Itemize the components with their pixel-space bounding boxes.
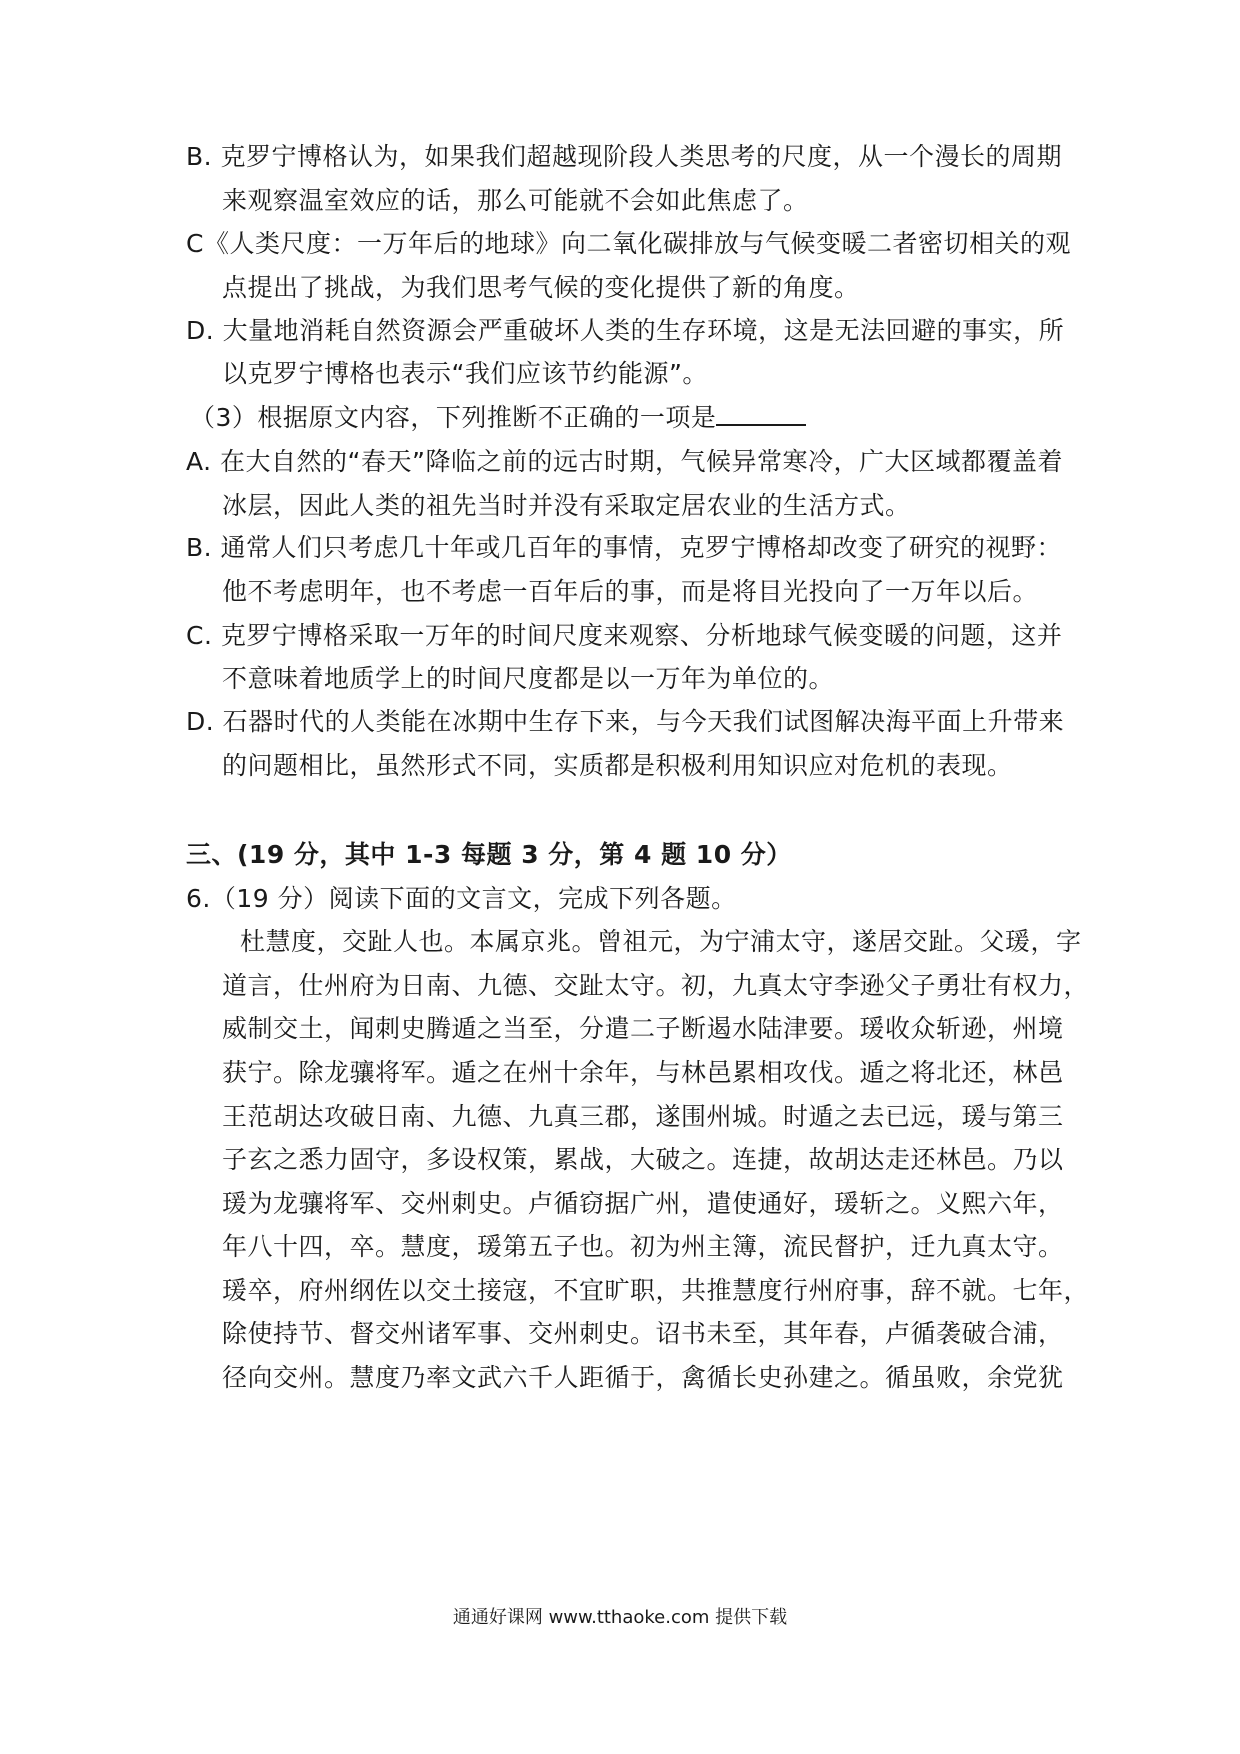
q6-stem: 6.（19 分）阅读下面的文言文，完成下列各题。 [186,884,737,913]
q2-option-c-line1: C《人类尺度：一万年后的地球》向二氧化碳排放与气候变暖二者密切相关的观 [186,229,1071,258]
q3-option-a-line2: 冰层，因此人类的祖先当时并没有采取定居农业的生活方式。 [222,491,911,520]
q2-option-b-line2: 来观察温室效应的话，那么可能就不会如此焦虑了。 [222,186,809,215]
passage-line: 瑗卒，府州纲佐以交土接寇，不宜旷职，共推慧度行州府事，辞不就。七年， [222,1276,1090,1305]
q3-option-d-line1: D. 石器时代的人类能在冰期中生存下来，与今天我们试图解决海平面上升带来 [186,707,1065,736]
passage-line: 瑗为龙骧将军、交州刺史。卢循窃据广州，遣使通好，瑗斩之。义熙六年， [222,1189,1064,1218]
q3-stem: （3）根据原文内容，下列推断不正确的一项是 [190,403,717,432]
page-footer: 通通好课网 www.tthaoke.com 提供下载 [452,1607,788,1628]
q3-option-c-line2: 不意味着地质学上的时间尺度都是以一万年为单位的。 [222,664,835,693]
passage-line: 道言，仕州府为日南、九德、交趾太守。初，九真太守李逊父子勇壮有权力， [222,971,1090,1000]
q3-option-d-line2: 的问题相比，虽然形式不同，实质都是积极利用知识应对危机的表现。 [222,751,1013,780]
passage-line: 子玄之悉力固守，多设权策，累战，大破之。连捷，故胡达走还林邑。乃以 [222,1145,1064,1174]
passage-line: 除使持节、督交州诸军事、交州刺史。诏书未至，其年春，卢循袭破合浦， [222,1319,1064,1348]
q3-stem-line [190,400,806,435]
q3-option-c-line1: C. 克罗宁博格采取一万年的时间尺度来观察、分析地球气候变暖的问题，这并 [186,621,1063,650]
passage-line: 威制交土，闻刺史腾遁之当至，分遣二子断遏水陆津要。瑗收众斩逊，州境 [222,1014,1064,1043]
section-heading: 三、(19 分，其中 1-3 每题 3 分，第 4 题 10 分） [186,840,792,869]
passage-line: 获宁。除龙骧将军。遁之在州十余年，与林邑累相攻伐。遁之将北还，林邑 [222,1058,1064,1087]
q2-option-d-line2: 以克罗宁博格也表示“我们应该节约能源”。 [222,359,708,388]
q2-option-c-line2: 点提出了挑战，为我们思考气候的变化提供了新的角度。 [222,273,860,302]
passage-line: 王范胡达攻破日南、九德、九真三郡，遂围州城。时遁之去已远，瑗与第三 [222,1102,1064,1131]
q2-option-d-line1: D. 大量地消耗自然资源会严重破坏人类的生存环境，这是无法回避的事实，所 [186,316,1065,345]
q2-option-b-line1: B. 克罗宁博格认为，如果我们超越现阶段人类思考的尺度，从一个漫长的周期 [186,142,1063,171]
q3-option-b-line1: B. 通常人们只考虑几十年或几百年的事情，克罗宁博格却改变了研究的视野： [186,533,1063,562]
q3-option-a-line1: A. 在大自然的“春天”降临之前的远古时期，气候异常寒冷，广大区域都覆盖着 [186,447,1063,476]
passage-line: 年八十四，卒。慧度，瑗第五子也。初为州主簿，流民督护，迁九真太守。 [222,1232,1064,1261]
q3-option-b-line2: 他不考虑明年，也不考虑一百年后的事，而是将目光投向了一万年以后。 [222,577,1039,606]
passage-line: 径向交州。慧度乃率文武六千人距循于，禽循长史孙建之。循虽败，余党犹 [222,1363,1064,1392]
answer-blank [716,400,806,426]
passage-line: 杜慧度，交趾人也。本属京兆。曾祖元，为宁浦太守，遂居交趾。父瑗，字 [240,927,1082,956]
